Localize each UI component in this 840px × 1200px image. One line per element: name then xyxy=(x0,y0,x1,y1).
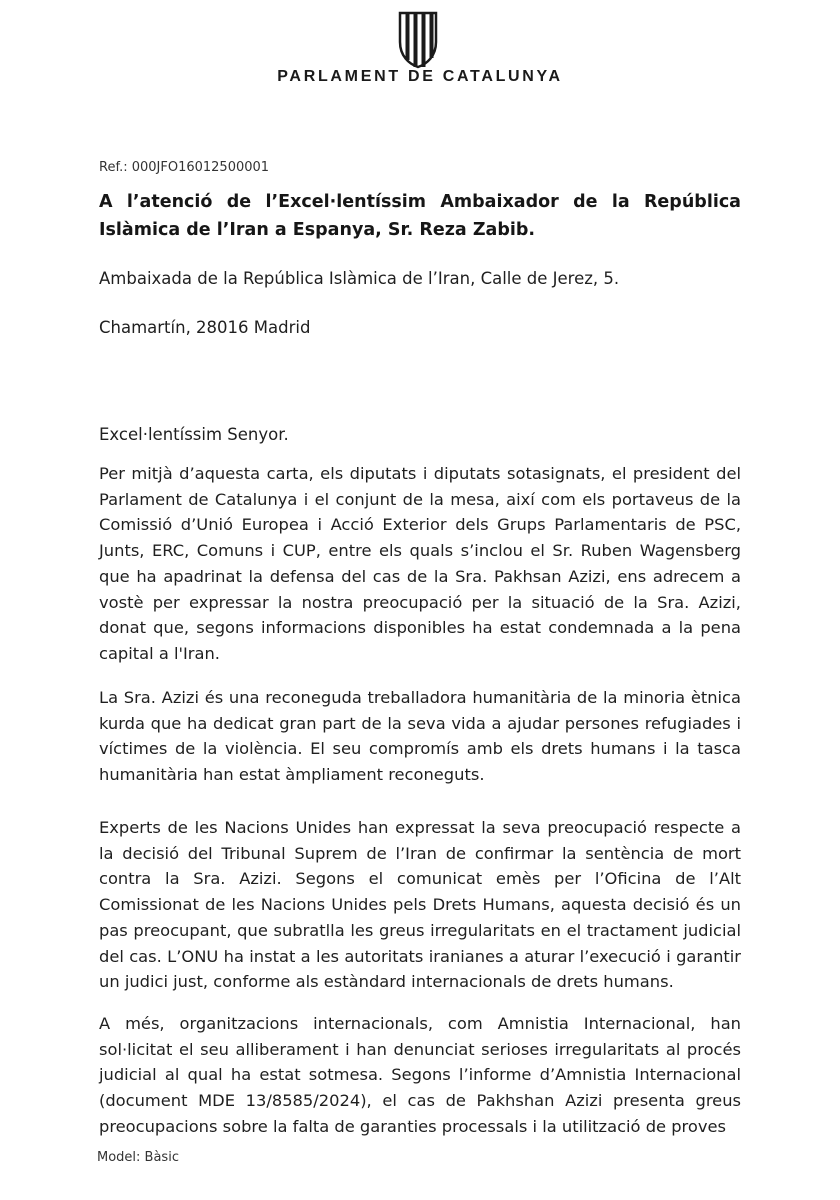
paragraph-3: Experts de les Nacions Unides han expressat la seva preocupació respecte a la decisió del Tribunal Suprem de l’Iran de confirmar la sentència de mort contra la Sra. Azizi. Segons el comunicat emès per l’Oficina de l’Alt Comissionat de les Nacions Unides pels Drets Humans, aquesta decisió és un pas preocupant, que subratlla les greus irregularitats en el tractament judicial del cas. L’ONU ha instat a les autoritats iranianes a aturar l’execució i garantir un judici just, conforme als estàndard internacionals de drets humans. xyxy=(99,818,741,992)
catalan-coat-of-arms-icon xyxy=(394,10,442,70)
paragraph-4: A més, organitzacions internacionals, com Amnistia Internacional, han sol·licitat el seu alliberament i han denunciat serioses irregularitats al procés judicial al qual ha estat sotmesa. Segons l’informe d’Amnistia Internacional (document MDE 13/8585/2024), el cas de Pakhshan Azizi presenta greus preocupacions sobre la falta de garanties processals i la utilització de proves xyxy=(99,1014,741,1136)
salutation: Excel·lentíssim Senyor. xyxy=(99,425,289,444)
organization-name: PARLAMENT DE CATALUNYA xyxy=(277,68,563,85)
paragraph-2: La Sra. Azizi és una reconeguda treballadora humanitària de la minoria ètnica kurda que ha dedicat gran part de la seva vida a ajudar persones refugiades i víctimes de la violència. El seu compromís amb els drets humans i la tasca humanitària han estat àmpliament reconeguts. xyxy=(99,688,741,785)
address-line-2: Chamartín, 28016 Madrid xyxy=(99,318,311,337)
address-line-1: Ambaixada de la República Islàmica de l’Iran, Calle de Jerez, 5. xyxy=(99,269,620,288)
model-footer: Model: Bàsic xyxy=(97,1150,179,1165)
paragraph-1: Per mitjà d’aquesta carta, els diputats i diputats sotasignats, el president del Parlament de Catalunya i el conjunt de la mesa, així com els portaveus de la Comissió d’Unió Europea i Acció Exterior dels Grups Parlamentaris de PSC, Junts, ERC, Comuns i CUP, entre els quals s’inclou el Sr. Ruben Wagensberg que ha apadrinat la defensa del cas de la Sra. Pakhsan Azizi, ens adrecem a vostè per expressar la nostra preocupació per la situació de la Sra. Azizi, donat que, segons informacions disponibles ha estat condemnada a la pena capital a l'Iran. xyxy=(99,464,741,663)
reference-number: Ref.: 000JFO16012500001 xyxy=(99,160,270,175)
recipient-attention: A l’atenció de l’Excel·lentíssim Ambaixador de la República Islàmica de l’Iran a Espanya, Sr. Reza Zabib. xyxy=(99,192,741,240)
